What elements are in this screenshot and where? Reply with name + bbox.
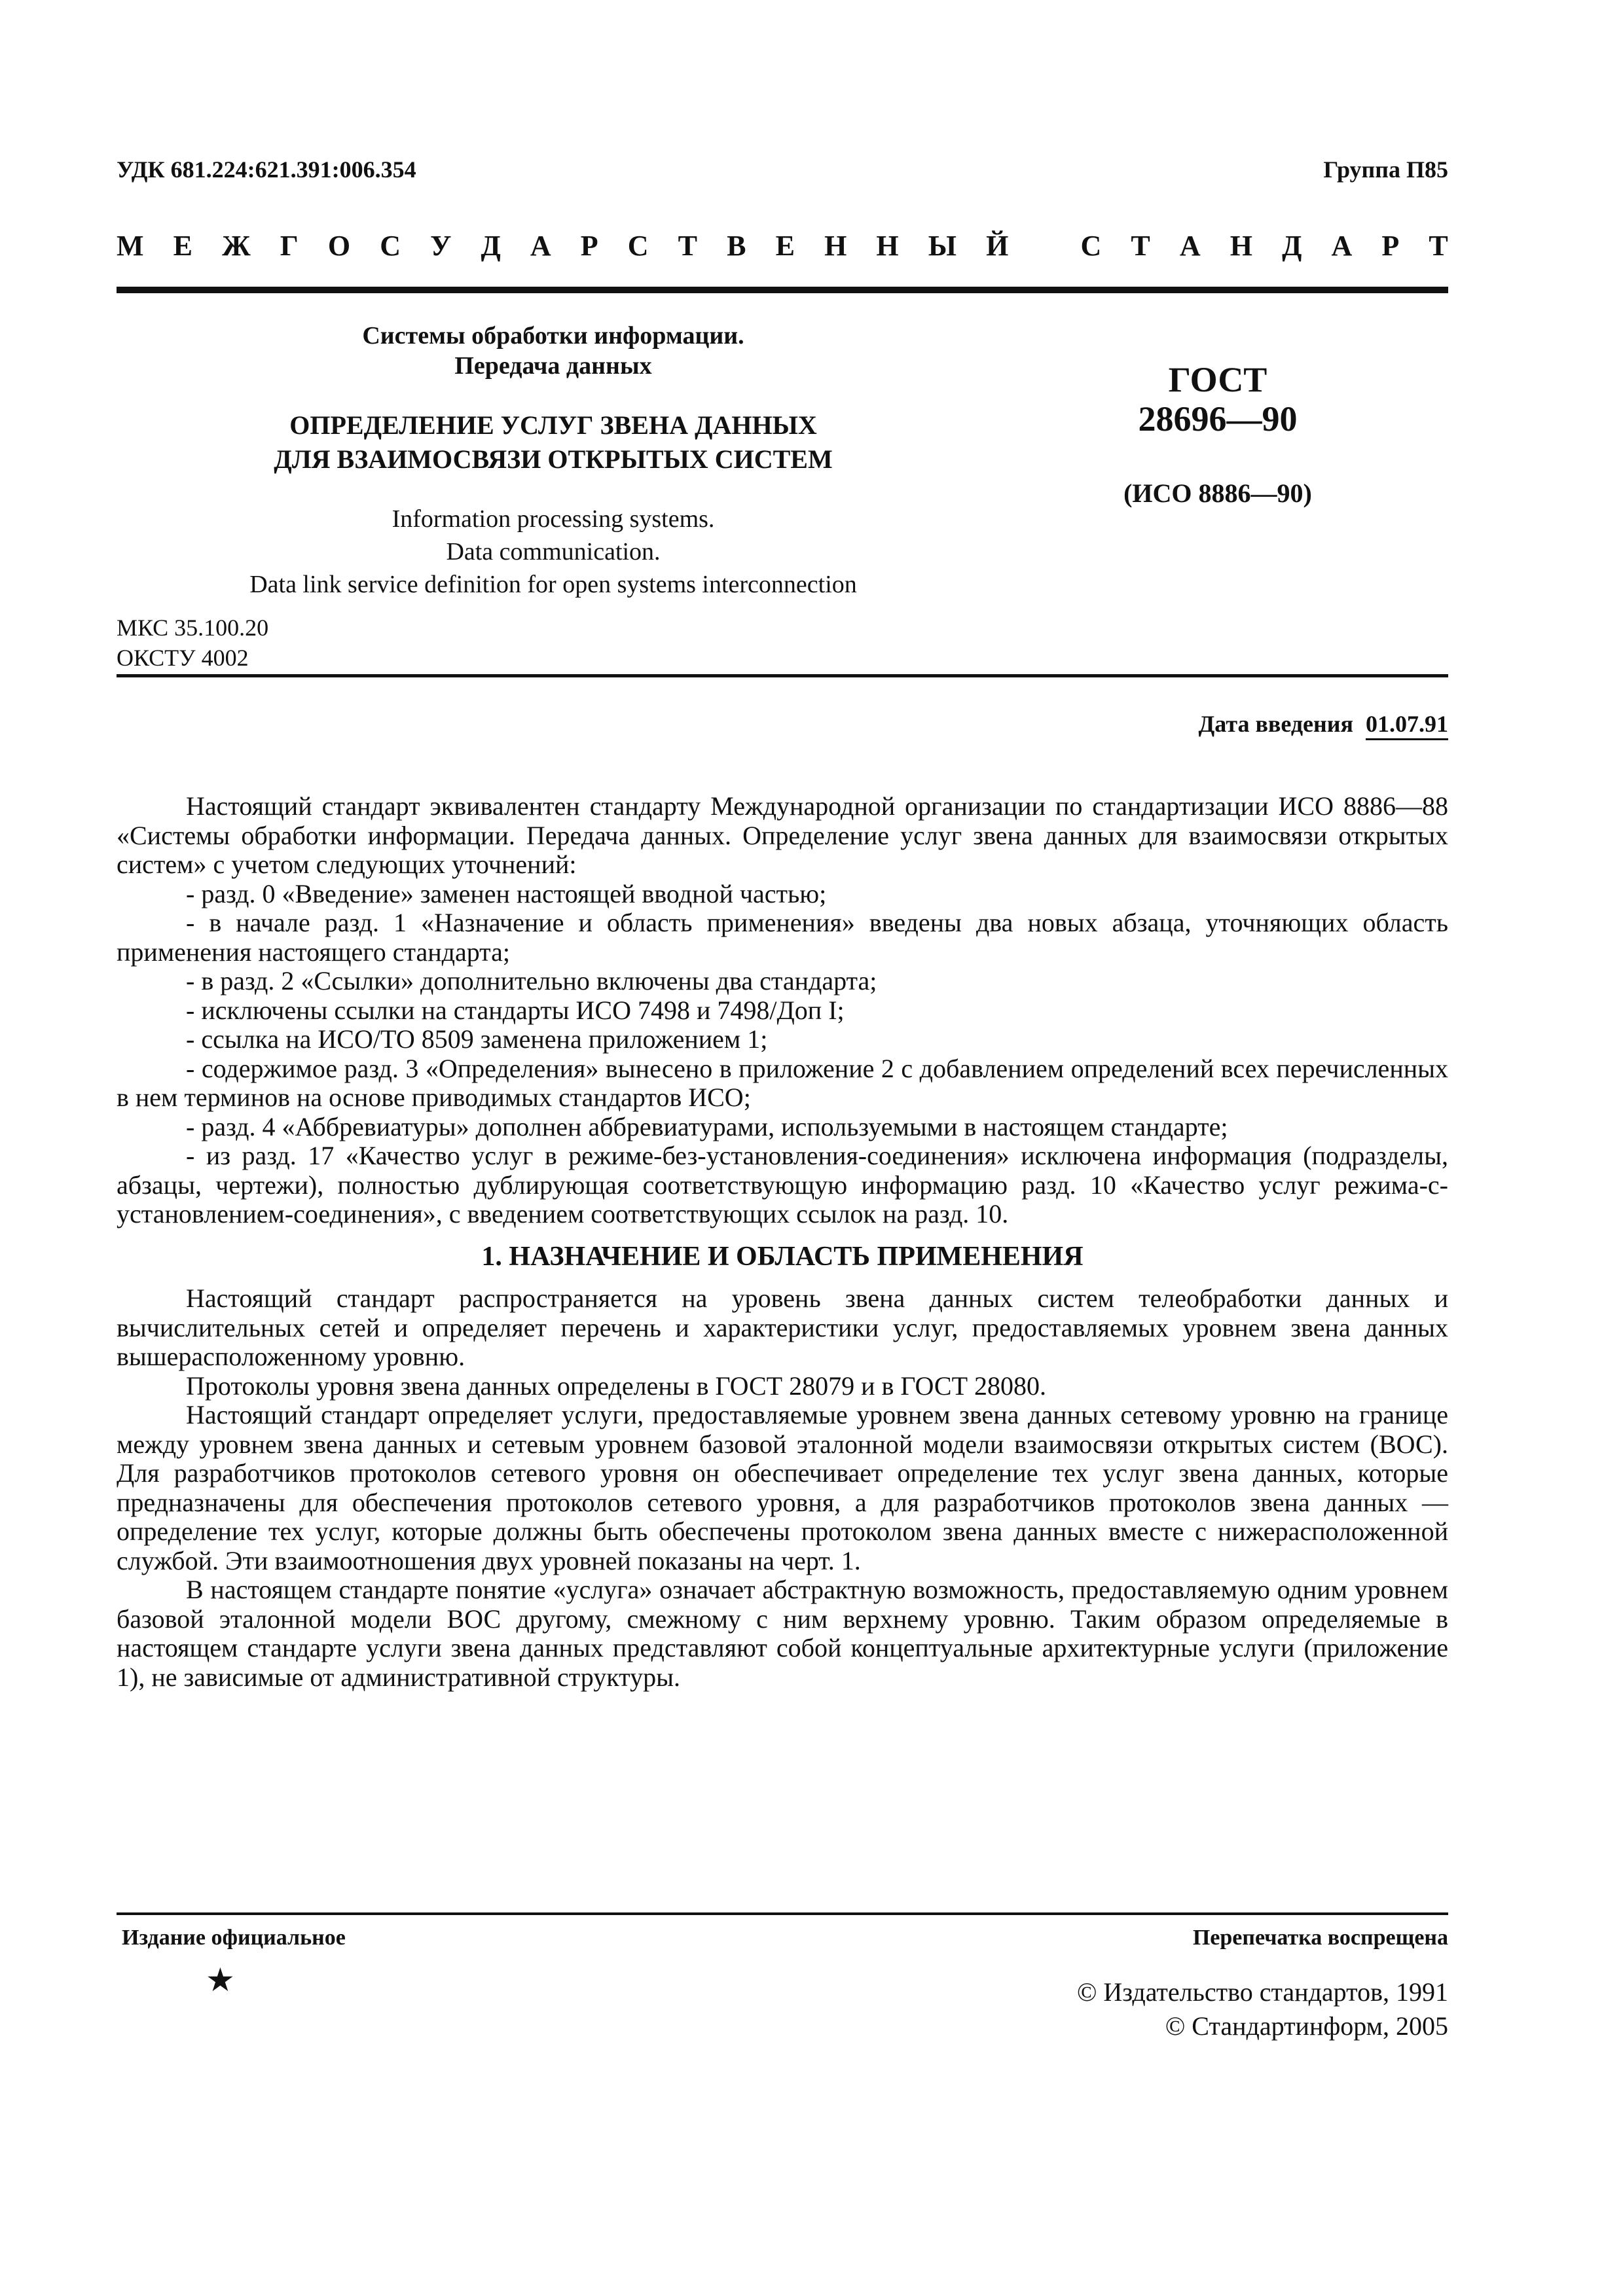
date-value: 01.07.91 — [1366, 711, 1448, 740]
banner-letter: Е — [173, 230, 192, 262]
copyright-line-2: © Стандартинформ, 2005 — [1165, 2011, 1448, 2041]
copyright-block — [1077, 1975, 1448, 2043]
iso-reference: (ИСО 8886—90) — [1123, 478, 1312, 508]
subject-line-2: Передача данных — [454, 352, 652, 380]
title-block — [183, 321, 923, 601]
gost-designation — [1074, 360, 1362, 509]
english-title-line-2: Data communication. — [446, 538, 661, 565]
codes-rule — [117, 674, 1448, 677]
amendment-item: - содержимое разд. 3 «Определения» вынесено в приложение 2 с добавлением определений всех перечисленных в нем терминов на основе приводимых стандартов ИСО; — [117, 1053, 1448, 1112]
banner-letter: С — [380, 230, 401, 262]
intro-paragraph: Настоящий стандарт эквивалентен стандарту Международной организации по стандартизации ИСО 8886—88 «Системы обработки информации. Передача данных. Определение услуг звена данных для взаимосвязи открытых систем» с учетом следующих уточнений: — [117, 791, 1448, 879]
amendment-item: - разд. 0 «Введение» заменен настоящей вводной частью; — [186, 878, 827, 908]
banner-letter: Й — [986, 230, 1009, 262]
banner-letter: М — [117, 230, 144, 262]
banner-letter: Н — [1230, 230, 1253, 262]
official-edition: Издание официальное — [122, 1926, 346, 1950]
banner-letter: А — [1179, 230, 1201, 262]
banner-letter: В — [727, 230, 746, 262]
amendment-item: - из разд. 17 «Качество услуг в режиме-без-установления-соединения» исключена информация (подразделы, абзацы, чертежи), полностью дублирующая соответствующую информацию разд. 10 «Качество услуг режима-с-установлением-соединения», с введением соответствующих ссылок на разд. 10. — [117, 1141, 1448, 1229]
banner-letter: Е — [775, 230, 795, 262]
banner-letter: Г — [280, 230, 299, 262]
spacer — [117, 1271, 1448, 1284]
amendment-item: - разд. 4 «Аббревиатуры» дополнен аббревиатурами, используемыми в настоящем стандарте; — [186, 1111, 1228, 1141]
amendment-item: - ссылка на ИСО/ТО 8509 заменена приложением 1; — [186, 1024, 768, 1054]
mks-code: МКС 35.100.20 — [117, 615, 269, 641]
main-title-line-2: ДЛЯ ВЗАИМОСВЯЗИ ОТКРЫТЫХ СИСТЕМ — [274, 444, 833, 474]
gost-label: ГОСТ — [1168, 360, 1267, 399]
english-title — [183, 503, 923, 601]
gost-number: 28696—90 — [1138, 399, 1298, 439]
udk-code: УДК 681.224:621.391:006.354 — [117, 156, 416, 183]
amendment-item: - в начале разд. 1 «Назначение и область применения» введены два новых абзаца, уточняющих область применения настоящего стандарта; — [117, 908, 1448, 967]
amendment-item: - исключены ссылки на стандарты ИСО 7498 и 7498/Доп I; — [186, 995, 845, 1025]
banner-letter: А — [1331, 230, 1353, 262]
subject-line-1: Системы обработки информации. — [362, 322, 744, 350]
banner-letter: Д — [1282, 230, 1302, 262]
banner-letter: А — [530, 230, 551, 262]
section-paragraph: Настоящий стандарт распространяется на уровень звена данных систем телеобработки данных и вычислительных сетей и определяет перечень и характеристики услуг, предоставляемых уровнем звена данных вышерасположенному уровню. — [117, 1283, 1448, 1371]
banner-letter: Т — [1131, 230, 1150, 262]
section-paragraph: В настоящем стандарте понятие «услуга» означает абстрактную возможность, предоставляемую одним уровнем базовой эталонной модели ВОС другому, смежному с ним верхнему уровню. Таким образом определяемые в настоящем стандарте услуги звена данных представляют собой концептуальные архитектурные услуги (приложение 1), не зависимые от административной структуры. — [117, 1575, 1448, 1692]
header-rule — [117, 287, 1448, 293]
banner-letter: Д — [481, 230, 501, 262]
spacer — [117, 1229, 1448, 1242]
english-title-line-3: Data link service definition for open systems interconnection — [249, 571, 857, 598]
banner-letter — [1038, 229, 1051, 262]
interstate-standard-banner — [117, 229, 1448, 262]
document-body — [117, 792, 1448, 1692]
star-icon: ★ — [206, 1962, 235, 1998]
introduction-date — [1199, 710, 1449, 738]
classification-codes — [117, 613, 268, 673]
main-title-line-1: ОПРЕДЕЛЕНИЕ УСЛУГ ЗВЕНА ДАННЫХ — [289, 410, 817, 440]
section-paragraphs — [117, 1284, 1448, 1692]
date-label: Дата введения — [1198, 711, 1353, 737]
amendment-item: - в разд. 2 «Ссылки» дополнительно включены два стандарта; — [186, 966, 877, 996]
okstu-code: ОКСТУ 4002 — [117, 645, 249, 671]
banner-letter: С — [627, 230, 649, 262]
amendments-list — [117, 880, 1448, 1229]
banner-letter: Н — [876, 230, 899, 262]
banner-letter: Ж — [222, 230, 251, 262]
english-title-line-1: Information processing systems. — [392, 505, 715, 533]
reprint-prohibited: Перепечатка воспрещена — [1192, 1926, 1448, 1950]
banner-letter: Р — [1381, 230, 1400, 262]
banner-letter: Н — [824, 230, 847, 262]
banner-letter: Ы — [928, 230, 957, 262]
banner-letter: У — [430, 230, 452, 262]
section-paragraph: Протоколы уровня звена данных определены в ГОСТ 28079 и в ГОСТ 28080. — [186, 1371, 1047, 1401]
banner-letter: Т — [678, 230, 698, 262]
section-heading: 1. НАЗНАЧЕНИЕ И ОБЛАСТЬ ПРИМЕНЕНИЯ — [481, 1241, 1084, 1272]
section-paragraph: Настоящий стандарт определяет услуги, предоставляемые уровнем звена данных сетевому уровню на границе между уровнем звена данных и сетевым уровнем базовой эталонной модели взаимосвязи открытых систем (ВОС). Для разработчиков протоколов сетевого уровня он обеспечивает определение тех услуг звена данных, которые предназначены для обеспечения протоколов сетевого уровня, а для разработчиков протоколов звена данных — определение тех услуг, которые должны быть обеспечены протоколом звена данных вместе с нижерасположенной службой. Эти взаимоотношения двух уровней показаны на черт. 1. — [117, 1400, 1448, 1575]
footer-rule — [117, 1912, 1448, 1915]
copyright-line-1: © Издательство стандартов, 1991 — [1076, 1977, 1448, 2007]
banner-letter: Р — [580, 230, 598, 262]
banner-letter: Т — [1429, 230, 1448, 262]
group-code: Группа П85 — [1323, 156, 1448, 183]
banner-letter: О — [327, 230, 351, 262]
banner-letter: С — [1080, 230, 1102, 262]
main-title — [183, 408, 923, 476]
